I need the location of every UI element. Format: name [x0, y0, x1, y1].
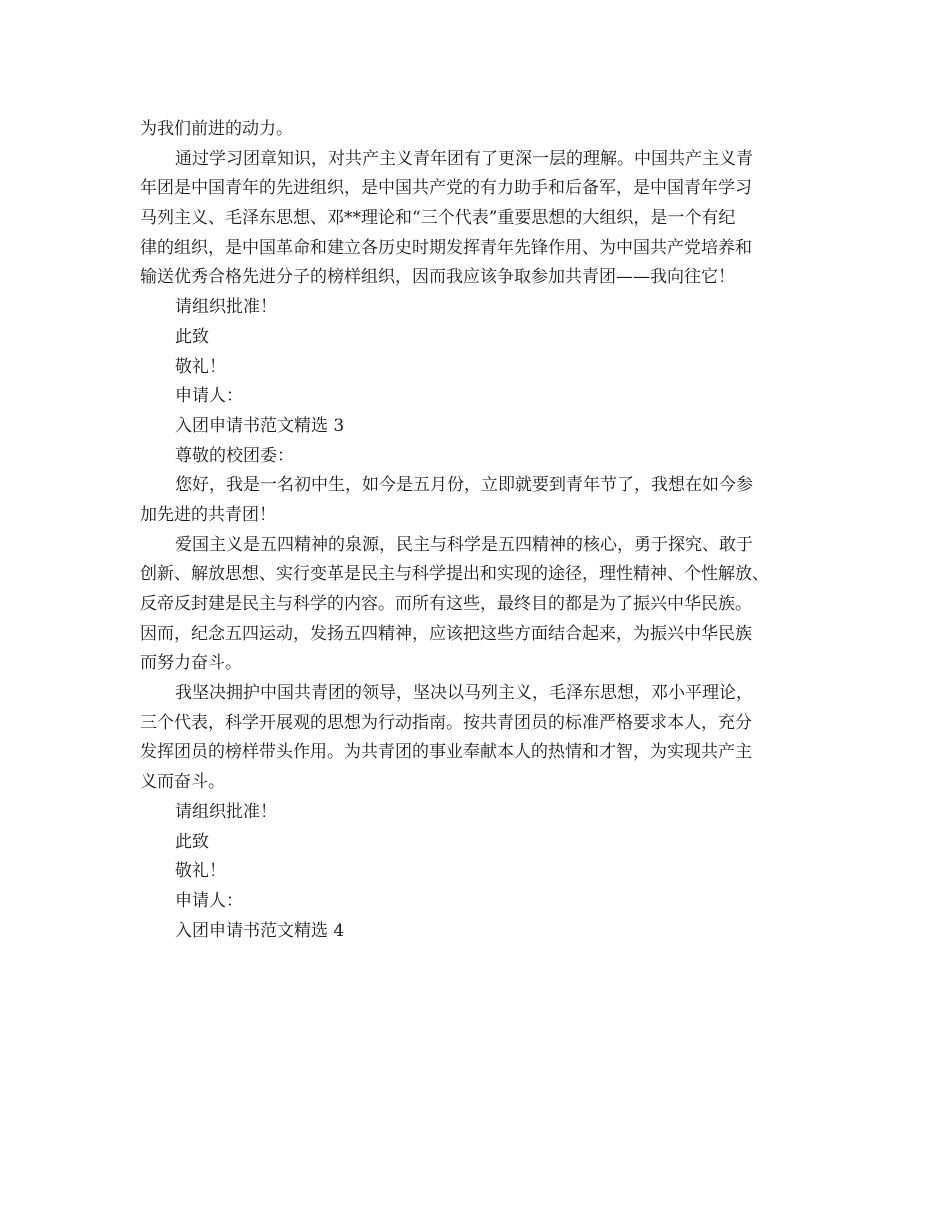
- text-line: 您好，我是一名初中生，如今是五月份，立即就要到青年节了，我想在如今参: [175, 475, 753, 496]
- text-line: 此致: [175, 326, 209, 347]
- text-line: 爱国主义是五四精神的泉源，民主与科学是五四精神的核心，勇于探究、敢于: [175, 534, 753, 555]
- text-line: 年团是中国青年的先进组织，是中国共产党的有力助手和后备军，是中国青年学习: [140, 178, 752, 199]
- text-line: 义而奋斗。: [140, 772, 225, 793]
- text-line: 此致: [175, 831, 209, 852]
- text-line: 律的组织，是中国革命和建立各历史时期发挥青年先锋作用、为中国共产党培养和: [140, 237, 752, 258]
- text-line: 我坚决拥护中国共青团的领导，坚决以马列主义，毛泽东思想，邓小平理论，: [175, 683, 753, 704]
- text-line: 入团申请书范文精选 3: [175, 415, 345, 436]
- text-line: 而努力奋斗。: [140, 653, 242, 674]
- text-line: 创新、解放思想、实行变革是民主与科学提出和实现的途径，理性精神、个性解放、: [140, 564, 769, 585]
- text-line: 三个代表，科学开展观的思想为行动指南。按共青团员的标准严格要求本人，充分: [140, 712, 752, 733]
- text-line: 尊敬的校团委：: [175, 445, 294, 466]
- text-line: 发挥团员的榜样带头作用。为共青团的事业奉献本人的热情和才智，为实现共产主: [140, 742, 752, 763]
- text-line: 因而，纪念五四运动，发扬五四精神，应该把这些方面结合起来，为振兴中华民族: [140, 623, 752, 644]
- text-line: 请组织批准！: [175, 297, 277, 318]
- text-line: 申请人：: [175, 386, 243, 407]
- text-line: 请组织批准！: [175, 801, 277, 822]
- text-line: 敬礼！: [175, 356, 226, 377]
- document-body: [140, 115, 820, 946]
- text-line: 为我们前进的动力。: [140, 119, 293, 139]
- text-line: 入团申请书范文精选 4: [175, 920, 345, 941]
- text-line: 通过学习团章知识，对共产主义青年团有了更深一层的理解。中国共产主义青: [175, 148, 753, 169]
- text-line: 马列主义、毛泽东思想、邓**理论和“三个代表”重要思想的大组织，是一个有纪: [140, 208, 736, 229]
- text-line: 反帝反封建是民主与科学的内容。而所有这些，最终目的都是为了振兴中华民族。: [140, 594, 752, 614]
- text-line: 加先进的共青团！: [140, 504, 276, 525]
- text-line: 输送优秀合格先进分子的榜样组织，因而我应该争取参加共青团——我向往它！: [140, 267, 735, 288]
- text-line: 敬礼！: [175, 861, 226, 882]
- text-line: 申请人：: [175, 890, 243, 911]
